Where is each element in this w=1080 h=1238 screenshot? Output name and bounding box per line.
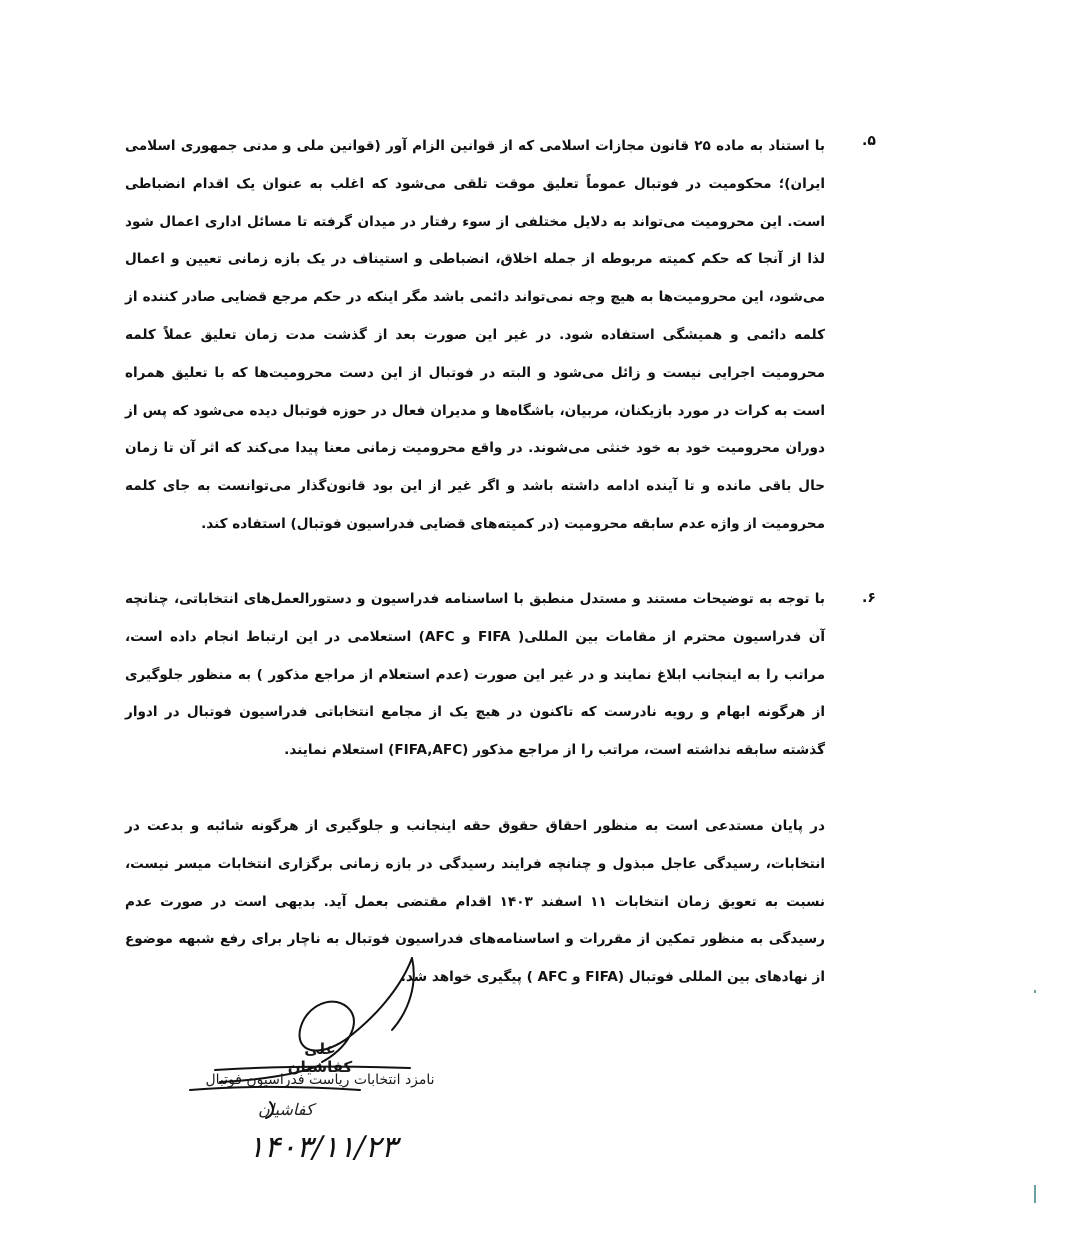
item-number: ۵.	[862, 133, 876, 149]
handwritten-name: کفاشیان	[258, 1100, 314, 1119]
paragraph-item-6: با توجه به توضیحات مستند و مستدل منطبق با اساسنامه فدراسیون و دستورالعمل‌های انتخاباتی، چنانچه آن فدراسیون محترم از مقامات بین المللی( FIFA و AFC) استعلامی در این ارتباط انجام داده است، مراتب را به اینجانب ابلاغ نمایند و در غیر این صورت (عدم استعلام از مراجع مذکور ) به منظور جلوگیری از هرگونه ابهام و رویه نادرست که تاکنون در هیچ یک از مجامع انتخاباتی فدراسیون فوتبال در ادوار گذشته سابقه نداشته است، مراتب را از مراجع مذکور (FIFA,AFC) استعلام نمایند.	[125, 591, 825, 759]
edge-mark	[1034, 990, 1036, 993]
closing-paragraph: در پایان مستدعی است به منظور احقاق حقوق حقه اینجانب و جلوگیری از هرگونه شائبه و بدعت در انتخابات، رسیدگی عاجل مبذول و چنانچه فرایند رسیدگی در بازه زمانی برگزاری انتخابات میسر نیست، نسبت به تعویق زمان انتخابات ۱۱ اسفند ۱۴۰۳ اقدام مقتضی بعمل آید. بدیهی است در صورت عدم رسیدگی به منظور تمکین از مقررات و اساسنامه‌های فدراسیون فوتبال به ناچار برای رفع شبهه موضوع از نهادهای بین المللی فوتبال (FIFA و AFC ) پیگیری خواهد شد.	[125, 818, 826, 986]
item-number: ۶.	[862, 590, 876, 606]
paragraph-item-5: با استناد به ماده ۲۵ قانون مجازات اسلامی که از قوانین الزام آور (قوانین ملی و مدنی جمهوری اسلامی ایران)؛ محکومیت در فوتبال عموماً تعلیق موقت تلقی می‌شود که اغلب به عنوان یک اقدام انضباطی است. این محرومیت می‌تواند به دلایل مختلفی از سوء رفتار در میدان گرفته تا مسائل اداری اعمال شود لذا از آنجا که حکم کمیته مربوطه از جمله اخلاق، انضباطی و استیناف در یک بازه زمانی تعیین و اعمال می‌شود، این محرومیت‌ها به هیچ وجه نمی‌تواند دائمی باشد مگر اینکه در حکم مرجع قضایی صادر کننده از کلمه دائمی و همیشگی استفاده شود. در غیر این صورت بعد از گذشت مدت زمان تعلیق عملاً کلمه محرومیت اجرایی نیست و زائل می‌شود و البته در فوتبال از این دست محرومیت‌ها که با تعلیق همراه است به کرات در مورد بازیکنان، مربیان، باشگاه‌ها و مدیران فعال در حوزه فوتبال دیده می‌شود که پس از دوران محرومیت خود به خود خنثی می‌شوند. در واقع محرومیت زمانی معنا پیدا می‌کند که اثر آن تا زمان حال باقی مانده و تا آینده ادامه داشته باشد و اگر غیر از این بود قانون‌گذار می‌توانست به جای کلمه محرومیت از واژه عدم سابقه محرومیت (در کمیته‌های قضایی فدراسیون فوتبال) استفاده کند.	[125, 138, 825, 532]
signatory-title: نامزد انتخابات ریاست فدراسیون فوتبال	[205, 1072, 435, 1088]
signatory-name: علی کفاشیان	[287, 1040, 353, 1076]
edge-mark	[1034, 1185, 1036, 1203]
handwritten-date: ۱۴۰۳/۱۱/۲۳	[248, 1130, 398, 1165]
